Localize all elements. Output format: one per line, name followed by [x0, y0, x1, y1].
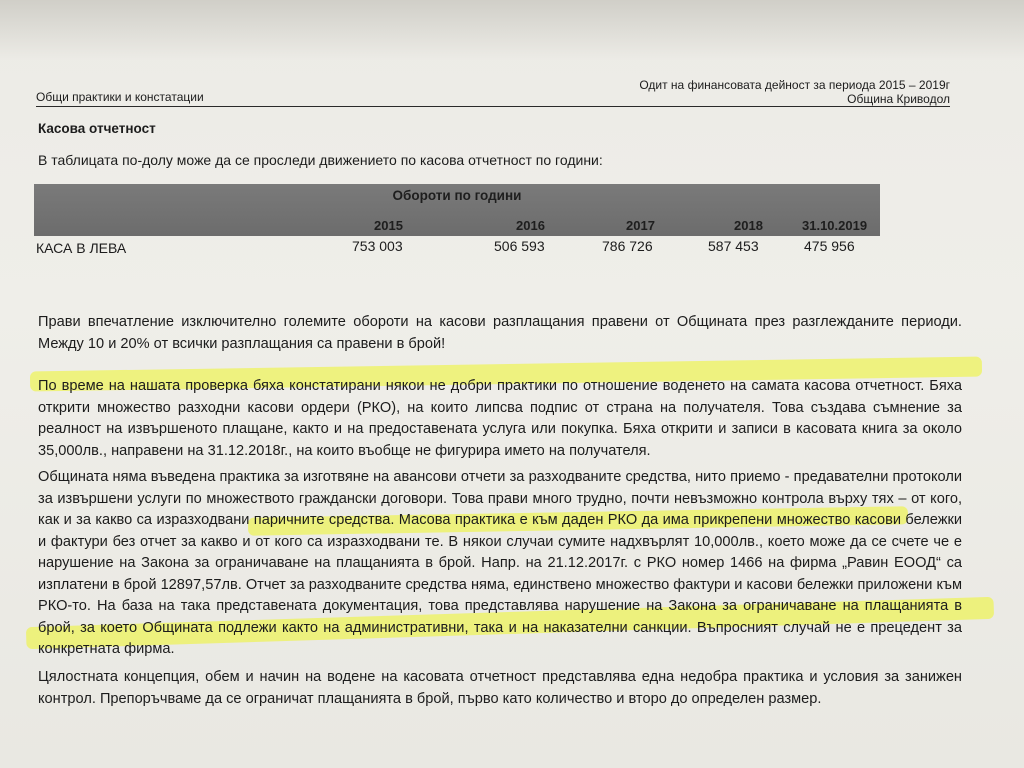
running-header [36, 78, 950, 107]
page-edge-shadow [0, 0, 1024, 60]
row-label: КАСА В ЛЕВА [36, 240, 127, 256]
column-year: 2015 [374, 218, 403, 233]
table-row [34, 236, 880, 258]
paragraph: Прави впечатление изключително големите обороти на касови разплащания правени от Общината през разглежданите периоди. Между 10 и 20% от всички разплащания са правени в брой! [38, 314, 962, 352]
table-cell: 753 003 [352, 238, 403, 254]
column-year: 31.10.2019 [802, 218, 868, 233]
table-cell: 786 726 [602, 238, 653, 254]
running-header-right [639, 78, 950, 106]
table-cell: 506 593 [494, 238, 545, 254]
chapter-title: Общи практики и констатации [36, 90, 204, 104]
paragraph: По време на нашата проверка бяха констатирани някои не добри практики по отношение воденето на самата касова отчетност. Бяха открити множество разходни касови ордери (РКО), на които липсва подпис от страна на получателя. Това създава съмнение за реалност на извършеното плащане, както и на предоставената услуга или покупка. Бяха открити и записи в касовата книга за около 35,000лв., направени на 31.12.2018г., на които въобще не фигурира името на получателя. [38, 378, 962, 459]
column-year: 2017 [626, 218, 655, 233]
table-header [34, 184, 880, 236]
paragraph: Цялостната концепция, обем и начин на водене на касовата отчетност представлява една недобра практика и условия за занижен контрол. Препоръчваме да се ограничат плащанията в брой, първо като количество и второ до определен размер. [38, 669, 962, 707]
turnover-table [34, 184, 880, 258]
column-year: 2018 [734, 218, 763, 233]
audit-title: Одит на финансовата дейност за периода 2015 – 2019г [639, 78, 950, 92]
intro-text: В таблицата по-долу може да се проследи движението по касова отчетност по години: [38, 152, 603, 168]
table-cell: 587 453 [708, 238, 759, 254]
municipality-name: Община Криводол [847, 92, 950, 106]
section-title: Касова отчетност [38, 121, 156, 136]
table-caption: Обороти по години [392, 188, 522, 203]
column-year: 2016 [516, 218, 545, 233]
table-cell: 475 956 [804, 238, 855, 254]
paragraph: Общината няма въведена практика за изготвяне на авансови отчети за разходваните средства, нито приемо - предавателни протоколи за извършени услуги по множеството граждански договори. Това прави много трудно, почти невъзможно контрола върху тях – от кого, как и за какво са изразходвани паричните средства. Масова практика е към даден РКО да има прикрепени множество касови бележки и фактури без отчет за какво и от кого са изразходвани те. В някои случаи сумите надхвърлят 10,000лв., което може да се счете че е нарушение на Закона за ограничаване на плащанията в брой. Напр. на 21.12.2017г. с РКО номер 1466 на фирма „Равин ЕООД“ са изплатени в брой 12897,57лв. Отчет за разходваните средства няма, единствено множество фактури и касови бележки приложени към РКО-то. На база на така представената документация, това представлява нарушение на Закона за ограничаване на плащанията в брой, за което Общината подлежи както на административни, така и на наказателни санкции. Въпросният случай не е прецедент за конкретната фирма. [38, 469, 962, 657]
